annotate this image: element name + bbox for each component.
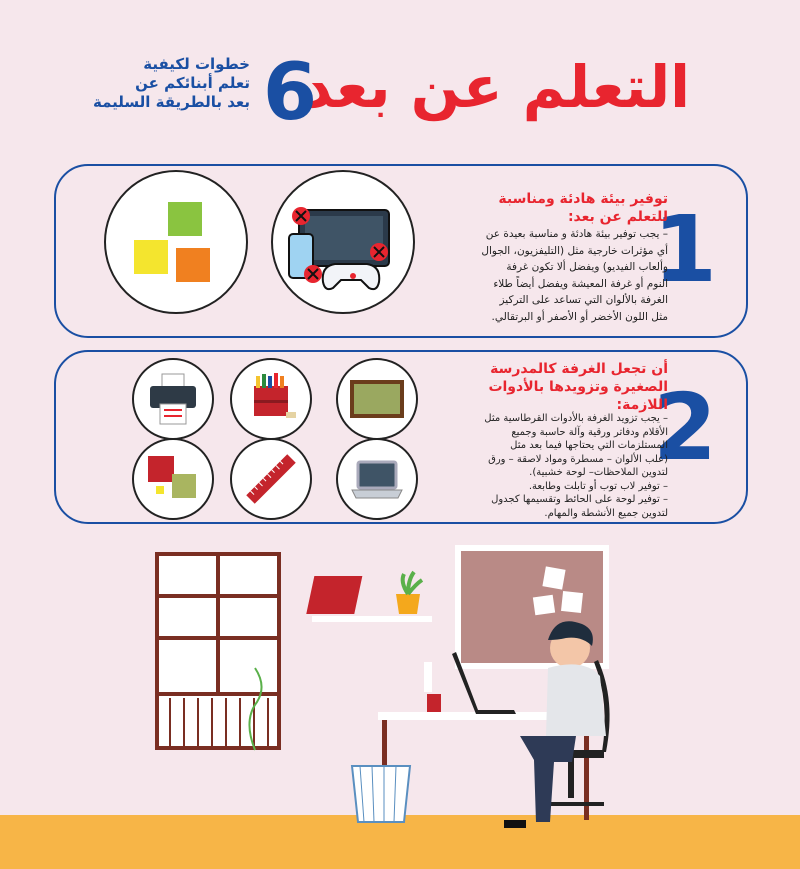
step-2-body-line: – يجب تزويد الغرفة بالأدوات القرطاسية مثل bbox=[484, 413, 668, 424]
ruler-icon bbox=[230, 438, 312, 520]
step-2-title-line: أن تجعل الغرفة كالمدرسة bbox=[490, 361, 668, 377]
plant-pot bbox=[396, 572, 422, 614]
tv-phone-gamepad-crossed-icon bbox=[271, 170, 415, 314]
steps-count: 6 bbox=[262, 48, 318, 138]
board-icon bbox=[336, 358, 418, 440]
step-2-body-line: (علب الألوان – مسطرة ومواد لاصقة – ورق bbox=[488, 453, 668, 465]
step-2-number: 2 bbox=[652, 374, 717, 481]
step-1-number: 1 bbox=[652, 196, 717, 303]
shelf bbox=[312, 616, 432, 622]
subtitle-line: خطوات لكيفية bbox=[143, 55, 250, 73]
window bbox=[157, 554, 279, 750]
step-2-body-line: الأقلام ودفاتر ورقية وآلة حاسبة وجميع bbox=[511, 426, 668, 438]
paper-note bbox=[424, 662, 432, 692]
step-2-body bbox=[410, 412, 668, 520]
step-2-body-line: لتدوين جميع الأنشطة والمهام. bbox=[544, 507, 668, 519]
step-1-body-line: – يجب توفير بيئة هادئة و مناسبة بعيدة عن bbox=[485, 228, 668, 240]
step-1-body-line: الغرفة بالألوان التي تساعد على التركيز bbox=[499, 294, 668, 306]
step-2-title-line: الصغيرة وتزويدها بالأدوات bbox=[488, 379, 668, 395]
subtitle bbox=[70, 55, 250, 112]
step-1-title-line: توفير بيئة هادئة ومناسبة bbox=[498, 191, 668, 207]
step-1-body-line: مثل اللون الأخضر أو الأصفر أو البرتقالي. bbox=[491, 310, 668, 323]
printer-icon bbox=[132, 358, 214, 440]
subtitle-line: بعد بالطريقة السليمة bbox=[92, 93, 250, 111]
step-2-body-line: لتدوين الملاحظات– لوحة خشبية). bbox=[529, 467, 668, 478]
step-1-body-line: وألعاب الفيديو) ويفضل ألا تكون غرفة bbox=[506, 261, 668, 273]
study-scene-illustration bbox=[0, 540, 800, 869]
step-1-title bbox=[440, 190, 668, 226]
subtitle-line: تعلم أبنائكم عن bbox=[135, 74, 250, 92]
book bbox=[306, 576, 362, 614]
step-1-body bbox=[410, 226, 668, 325]
step-2-body-line: المستلزمات التي يحتاجها فيما بعد مثل bbox=[510, 440, 668, 451]
step-1-body-line: النوم أو غرفة المعيشة ويفضل أيضاً طلاء bbox=[493, 277, 668, 290]
main-title: التعلم عن بعد bbox=[302, 53, 690, 121]
step-2-title-line: اللازمة: bbox=[616, 397, 668, 413]
step-1-body-line: أي مؤثرات خارجية مثل (التليفزيون، الجوال bbox=[481, 244, 668, 257]
pen-cup bbox=[427, 694, 441, 712]
laptop-icon bbox=[336, 438, 418, 520]
step-2-title bbox=[440, 360, 668, 414]
step-2-body-line: – توفير لوحة على الحائط وتقسيمها كجدول bbox=[491, 494, 668, 505]
sticky-notes-icon bbox=[132, 438, 214, 520]
step-1-title-line: للتعلم عن بعد: bbox=[567, 209, 668, 225]
stationery-box-icon bbox=[230, 358, 312, 440]
floor bbox=[0, 815, 800, 869]
step-2-body-line: – توفير لاب توب أو تابلت وطابعة. bbox=[528, 480, 668, 492]
color-sticky-notes-icon bbox=[104, 170, 248, 314]
